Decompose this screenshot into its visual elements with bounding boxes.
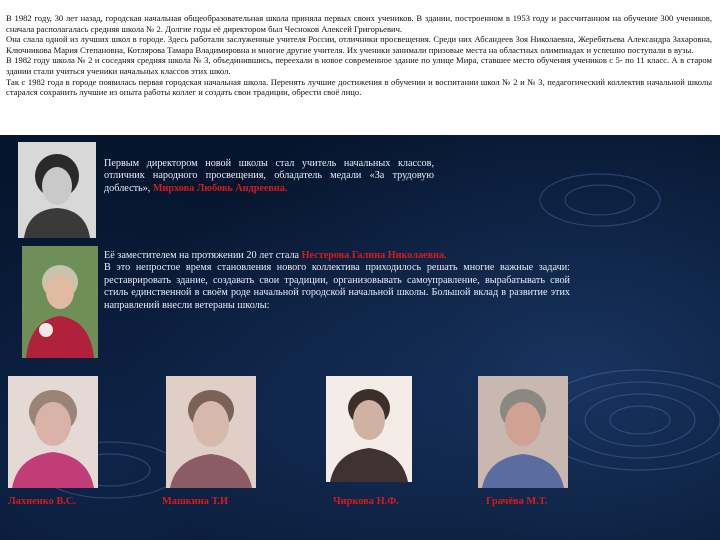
- intro-text-block: [0, 0, 720, 135]
- director-description: [104, 158, 434, 195]
- intro-paragraph: Она слала одной из лучших школ в городе. Здесь работали заслуженные учителя России, отличники просвещения. Среди них Абсандеев Зоя Николаевна, Жеребятьева Александра Захаровна, Ключникова Мария Степановна, Котлярова Тамара Владимировна и многие другие учителя. Их ученики занимали призовые места на областных олимпиадах и успешно поступали в вузы.: [6, 34, 712, 55]
- veteran-photo: [478, 376, 568, 488]
- deputy-lead: Её заместителем на протяжении 20 лет стала: [104, 250, 300, 261]
- veteran-name: Чиркова Н.Ф.: [333, 496, 399, 507]
- intro-paragraph: Так с 1982 года в городе появилась первая городская начальная школа. Перенять лучшие достижения в обучении и воспитании школ № 2 и № 3, педагогический коллектив начальной школы старался сохранить лучшие из опыта работы коллег и создать свои традиции, обрести своё лицо.: [6, 76, 712, 98]
- intro-paragraph: В 1982 году, 30 лет назад, городская начальная общеобразовательная школа приняла первых своих учеников. В здании, построенном в 1953 году и рассчитанном на обучение 300 учеников, сначала располагалась средняя школа № 2. Долгие годы её директором был Чесноков Алексей Григорьевич.: [6, 13, 712, 34]
- director-name: Мирхова Любовь Андреевна.: [152, 182, 288, 194]
- deputy-name: Нестерова Галина Николаевна.: [301, 250, 447, 261]
- veteran-name: Лахненко В.С.: [8, 496, 76, 507]
- deputy-photo: [22, 246, 98, 358]
- intro-paragraph: В 1982 году школа № 2 и соседняя средняя школа № 3, объединившись, переехали в новое современное здание по улице Мира, ставшее место обучения учеников с 5- по 11 класс. А в старом здании стали учиться ученики начальных классов этих школ.: [6, 55, 712, 76]
- director-photo: [18, 142, 96, 238]
- veteran-photo: [326, 376, 412, 482]
- deputy-text: В это непростое время становления нового коллектива приходилось решать многие важные задачи: реставрировать здание, создавать свои традиции, организовывать самоуправление, вырабатывать свой стиль единственной в своём роде начальной городской начальной школы. Большой вклад в развитие этих направлений внесли ветераны школы:: [104, 262, 570, 311]
- veteran-photo: [8, 376, 98, 488]
- veteran-name: Грачёва М.Т.: [486, 496, 548, 507]
- deputy-lead-line: [104, 250, 570, 262]
- director-text: Первым директором новой школы стал учитель начальных классов, отличник народного просвещения, обладатель медали «За трудовую доблесть»,: [104, 158, 434, 194]
- veteran-name: Машкина Т.И: [162, 496, 229, 507]
- veteran-photo: [166, 376, 256, 488]
- deputy-description: [104, 250, 570, 312]
